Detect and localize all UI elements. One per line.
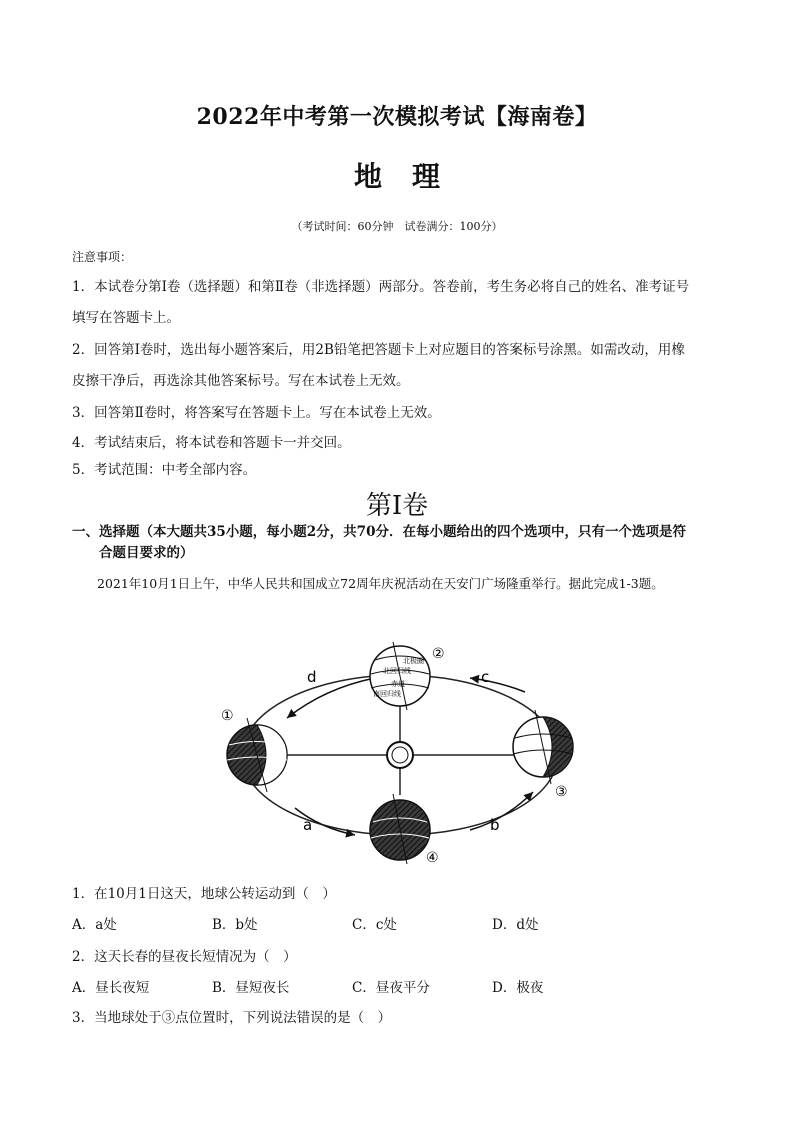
earth-position-3 xyxy=(513,710,573,784)
volume-title: 第Ⅰ卷 xyxy=(365,491,429,521)
note-line: 2．回答第Ⅰ卷时，选出每小题答案后，用2B铅笔把答题卡上对应题目的答案标号涂黑。如需改动，用橡 xyxy=(72,342,685,358)
earth-position-1 xyxy=(227,718,287,792)
subject-title: 地理 xyxy=(353,160,470,193)
question-1-option-a[interactable]: A．a处 xyxy=(72,917,117,933)
arrow-label-a: a xyxy=(303,816,313,834)
note-line: 4．考试结束后，将本试卷和答题卡一并交回。 xyxy=(72,435,351,451)
question-1-option-c[interactable]: C．c处 xyxy=(352,917,397,933)
question-1-option-b[interactable]: B．b处 xyxy=(212,917,258,933)
note-line: 填写在答题卡上。 xyxy=(72,310,180,326)
exam-meta: （考试时间：60分钟 试卷满分：100分） xyxy=(291,220,503,233)
earth-position-2 xyxy=(370,642,430,710)
notes-heading: 注意事项： xyxy=(72,250,133,264)
question-2-option-a[interactable]: A．昼长夜短 xyxy=(72,980,150,996)
globe-label-tropic-south: 南回归线 xyxy=(373,690,401,698)
note-line: 1．本试卷分第Ⅰ卷（选择题）和第Ⅱ卷（非选择题）两部分。答卷前，考生务必将自己的姓名、准考证号 xyxy=(72,279,690,295)
position-label-2: ② xyxy=(432,646,445,662)
question-3-stem: 3．当地球处于③点位置时，下列说法错误的是（ ） xyxy=(72,1010,392,1026)
position-label-4: ④ xyxy=(426,850,439,866)
arrow-label-c: c xyxy=(481,668,490,686)
section-heading-line2: 合题目要求的） xyxy=(99,545,194,561)
globe-label-tropic-north: 北回归线 xyxy=(383,667,411,675)
note-line: 皮擦干净后，再选涂其他答案标号。写在本试卷上无效。 xyxy=(72,373,410,389)
earth-position-4 xyxy=(370,794,430,864)
arrow-d xyxy=(287,678,375,718)
question-2-stem: 2．这天长春的昼夜长短情况为（ ） xyxy=(72,949,297,965)
exam-title: 2022年中考第一次模拟考试【海南卷】 xyxy=(196,104,598,130)
question-2-option-d[interactable]: D．极夜 xyxy=(492,980,544,996)
question-2-option-b[interactable]: B．昼短夜长 xyxy=(212,980,290,996)
note-line: 3．回答第Ⅱ卷时，将答案写在答题卡上。写在本试卷上无效。 xyxy=(72,405,441,421)
position-label-1: ① xyxy=(221,708,234,724)
arrow-label-b: b xyxy=(490,816,500,834)
question-1-stem: 1．在10月1日这天，地球公转运动到（ ） xyxy=(72,886,336,902)
position-label-3: ③ xyxy=(555,784,568,800)
globe-label-arctic: 北极圈 xyxy=(403,657,424,665)
globe-label-equator: 赤道 xyxy=(391,680,405,688)
question-2-option-c[interactable]: C．昼夜平分 xyxy=(352,980,430,996)
arrow-label-d: d xyxy=(307,668,317,686)
sun-icon xyxy=(387,742,413,768)
section-heading xyxy=(72,522,686,564)
question-stem: 2021年10月1日上午，中华人民共和国成立72周年庆祝活动在天安门广场隆重举行。据此完成1-3题。 xyxy=(97,576,664,591)
earth-revolution-diagram xyxy=(215,630,590,870)
question-1-option-d[interactable]: D．d处 xyxy=(492,917,539,933)
section-heading-line1: 一、选择题（本大题共35小题，每小题2分，共70分．在每小题给出的四个选项中，只有一个选项是符 xyxy=(72,524,686,540)
note-line: 5．考试范围：中考全部内容。 xyxy=(72,462,257,478)
